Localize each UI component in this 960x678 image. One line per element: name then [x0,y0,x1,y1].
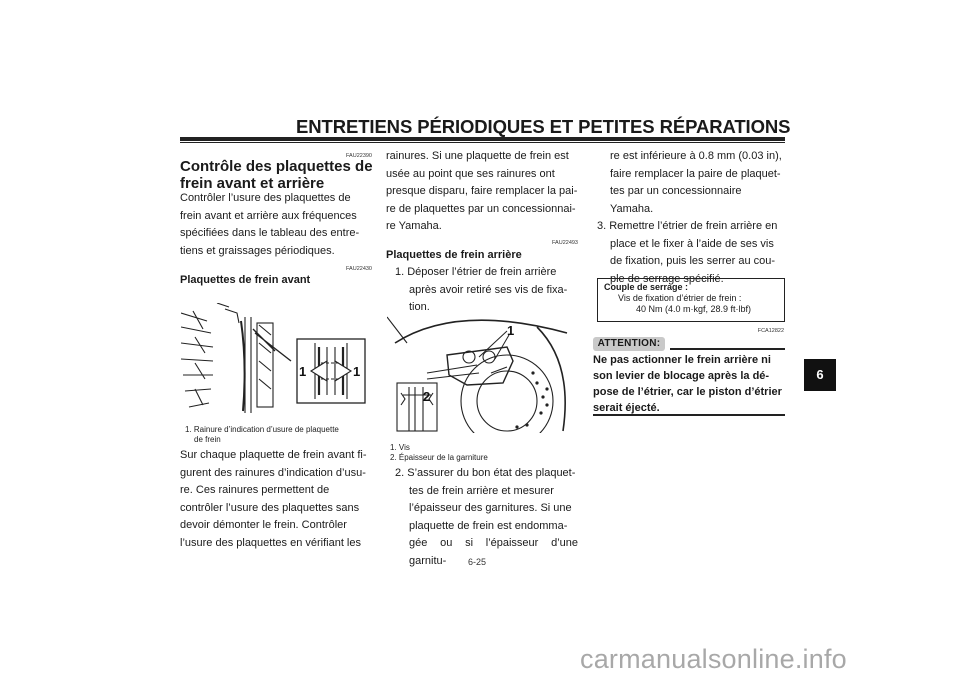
section-code: FAU22493 [552,240,578,246]
attention-text [593,352,785,416]
text-line: gurent des rainures d’indication d’usu- [180,466,366,479]
text-line: tion. [409,301,430,313]
text-line: devoir démonter le frein. Contrôler [180,519,347,531]
text-line: re est inférieure à 0.8 mm (0.03 in), [610,150,782,162]
rear-figure-caption [390,443,580,463]
torque-value: 40 Nm (4.0 m·kgf, 28.9 ft·lbf) [636,304,752,314]
text-line: son levier de blocage après la dé- [593,370,770,382]
page-number: 6-25 [468,557,487,567]
text-line: rainures. Si une plaquette de frein est [386,150,569,162]
front-figure-caption [185,425,375,445]
step-2-continued [610,148,784,218]
text-line: place et le fixer à l’aide de ses vis [610,237,774,250]
col2-top-paragraph [386,148,578,236]
text-line: re. Ces rainures permettent de [180,484,330,496]
text-line: tiens et graissages périodiques. [180,244,335,257]
header-rule [180,137,785,141]
text-line: 2. S’assurer du bon état des plaquet- [395,467,576,479]
text-line: plaquette de frein est endomma- [409,519,568,532]
heading-line: frein avant et arrière [180,175,325,192]
caption-line: de frein [194,435,221,444]
text-line: serait éjecté. [593,402,660,414]
text-line: 1. Déposer l’étrier de frein arrière [395,266,557,278]
text-line: tes de frein arrière et mesurer [409,484,554,497]
text-line: re Yamaha. [386,220,442,232]
intro-paragraph [180,190,372,260]
text-line: frein avant et arrière aux fréquences [180,209,357,222]
section-code: FAU22390 [346,153,372,159]
text-line: pose de l’étrier, car le piston d’étrier [593,386,782,398]
text-line: Sur chaque plaquette de frein avant fi- [180,449,367,461]
section-code: FAU22430 [346,266,372,272]
attention-bottom-rule [593,414,785,416]
front-pads-paragraph [180,447,372,552]
front-brake-illustration [181,303,375,421]
torque-line: Vis de fixation d’étrier de frein : [618,293,742,303]
page-header-title: ENTRETIENS PÉRIODIQUES ET PETITES RÉPARATIONS [296,116,791,137]
heading-line: Contrôle des plaquettes de [180,158,373,175]
text-line: re de plaquettes par un concessionnai- [386,202,576,215]
text-line: faire remplacer la paire de plaquet- [610,167,781,180]
text-line: gée ou si l’épaisseur d’une garnitu- [409,537,578,567]
subheading-rear-pads: Plaquettes de frein arrière [386,249,522,261]
watermark: carmanualsonline.info [580,644,847,674]
figure-label: 1 [353,364,361,379]
step-2 [395,465,578,570]
caption-line: 1. Rainure d’indication d’usure de plaquette [185,425,339,434]
text-line: contrôler l’usure des plaquettes sans [180,501,360,514]
caption-line: 1. Vis [390,443,410,452]
figure-label: 1 [299,364,307,379]
caption-line: 2. Épaisseur de la garniture [390,453,488,462]
figure-label: 2 [423,389,431,404]
header-rule-thin [180,142,785,143]
text-line: de fixation, puis les serrer au cou- [610,255,776,267]
torque-spec-box [597,278,785,322]
torque-title: Couple de serrage : [604,282,689,292]
attention-rule [670,348,785,350]
text-line: l’usure des plaquettes en vérifiant les [180,536,361,549]
rear-brake-figure [386,312,580,434]
text-line: Ne pas actionner le frein arrière ni [593,354,771,366]
text-line: Contrôler l’usure des plaquettes de [180,192,351,204]
step-1 [395,264,578,317]
front-brake-figure [180,302,376,422]
text-line: usée au point que ses rainures ont [386,167,555,180]
attention-badge: ATTENTION: [593,337,665,351]
subheading-front-pads: Plaquettes de frein avant [180,274,311,286]
chapter-tab[interactable]: 6 [804,359,836,391]
text-line: spécifiées dans le tableau des entre- [180,227,360,239]
text-line: ple de serrage spécifié. [610,272,724,285]
text-line: Yamaha. [610,202,654,215]
section-heading [180,158,380,192]
text-line: après avoir retiré ses vis de fixa- [409,283,568,296]
text-line: tes par un concessionnaire [610,185,742,197]
text-line: l’épaisseur des garnitures. Si une [409,502,572,514]
rear-brake-illustration [387,313,579,433]
section-code: FCA12822 [757,328,784,334]
text-line: presque disparu, faire remplacer la pai- [386,185,578,197]
figure-label: 1 [507,323,515,338]
text-line: 3. Remettre l’étrier de frein arrière en [597,220,778,232]
